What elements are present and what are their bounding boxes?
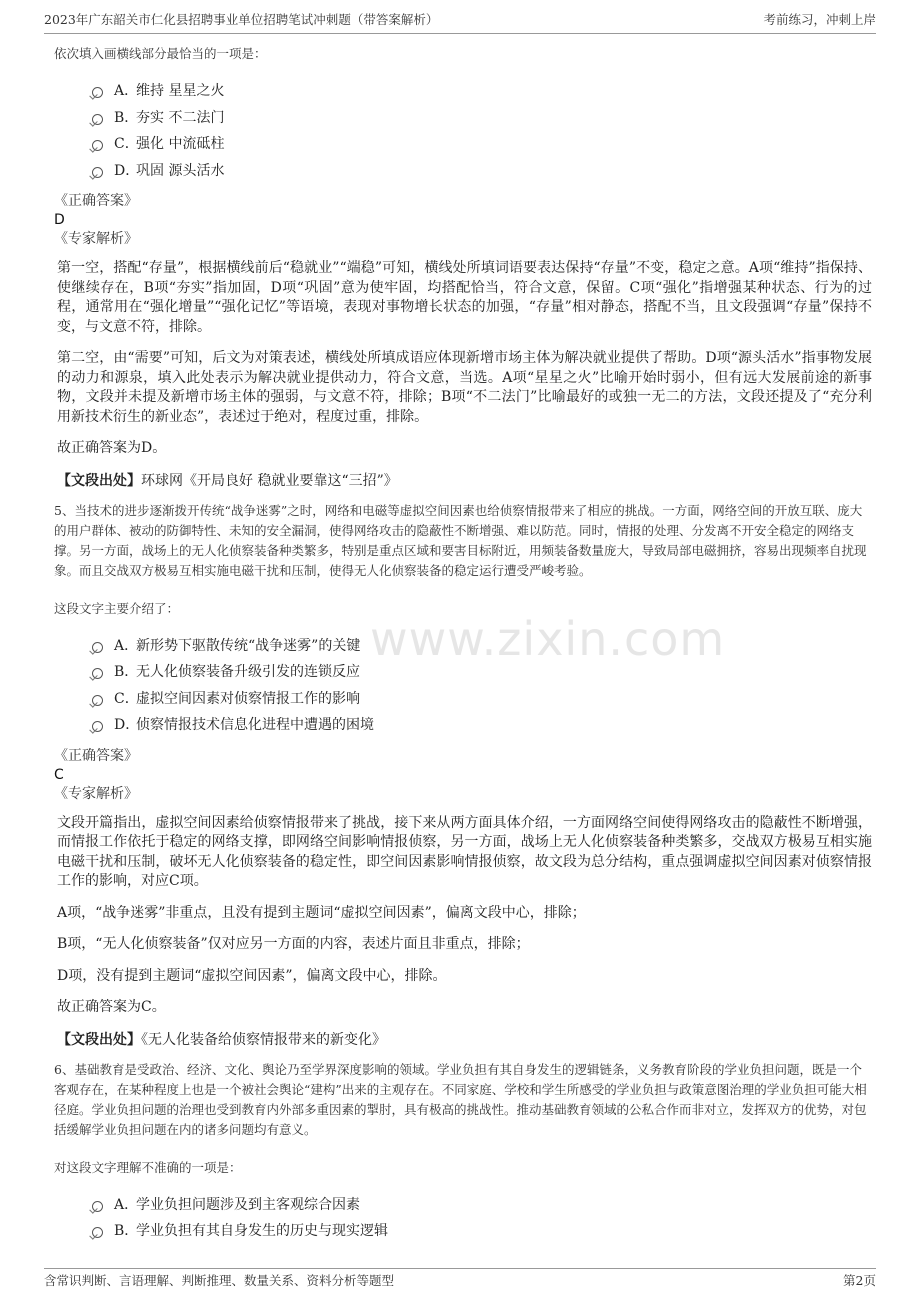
footer-description: 含常识判断、言语理解、判断推理、数量关系、资料分析等题型 (44, 1273, 395, 1288)
radio-icon[interactable] (92, 642, 103, 653)
q5-stem: 5、当技术的进步逐渐拨开传统“战争迷雾”之时，网络和电磁等虚拟空间因素也给侦察情报带来了相应的挑战。一方面，网络空间的开放互联、庞大的用户群体、被动的防御特性、未知的安全漏洞，使得网络攻击的隐蔽性不断增强、难以防范。同时，情报的处理、分发离不开安全稳定的网络支撑。另一方面，战场上的无人化侦察装备种类繁多，特别是重点区域和要害目标附近，用频装备数量庞大，导致局部电磁拥挤，容易出现频率自扰现象。而且交战双方极易互相实施电磁干扰和压制，使得无人化侦察装备的稳定运行遭受严峻考验。 (54, 502, 867, 578)
watermark: www.zixin.com (370, 612, 726, 666)
page-content (54, 44, 872, 1245)
page-number: 第2页 (843, 1273, 876, 1288)
q4-prompt: 依次填入画横线部分最恰当的一项是： (54, 46, 267, 61)
q5-analysis-p5: 故正确答案为C。 (57, 999, 166, 1015)
radio-icon[interactable] (92, 668, 103, 679)
radio-icon[interactable] (92, 1201, 103, 1212)
q4-option-b[interactable]: B．夯实 不二法门 (92, 105, 872, 132)
q4-analysis-label: 《专家解析》 (54, 231, 138, 247)
q5-source: 【文段出处】《无人化装备给侦察情报带来的新变化》 (57, 1031, 386, 1048)
radio-icon[interactable] (92, 1227, 103, 1238)
header-title: 2023年广东韶关市仁化县招聘事业单位招聘笔试冲刺题（带答案解析） (44, 12, 439, 27)
header-motto: 考前练习，冲刺上岸 (763, 12, 876, 27)
radio-icon[interactable] (92, 87, 103, 98)
q5-answer-label: 《正确答案》 (54, 747, 138, 764)
header-divider (44, 33, 876, 34)
page-header (44, 10, 876, 34)
q6-option-a[interactable]: A．学业负担问题涉及到主客观综合因素 (92, 1192, 872, 1219)
q5-prompt: 这段文字主要介绍了： (54, 600, 180, 616)
radio-icon[interactable] (92, 695, 103, 706)
q4-analysis-p3: 故正确答案为D。 (57, 440, 167, 456)
q4-option-a[interactable]: A．维持 星星之火 (92, 78, 872, 105)
page-footer (44, 1271, 876, 1289)
radio-icon[interactable] (92, 167, 103, 178)
q5-option-b[interactable]: B．无人化侦察装备升级引发的连锁反应 (92, 659, 872, 686)
q4-answer-label: 《正确答案》 (54, 193, 138, 209)
q4-answer: D (54, 212, 65, 228)
q5-option-a[interactable]: A．新形势下驱散传统“战争迷雾”的关键 (92, 633, 872, 660)
q5-analysis-p2: A项，“战争迷雾”非重点，且没有提到主题词“虚拟空间因素”，偏离文段中心，排除； (57, 904, 586, 921)
q5-option-d[interactable]: D．侦察情报技术信息化进程中遭遇的困境 (92, 712, 872, 739)
q5-answer: C (54, 766, 64, 783)
q4-options (92, 78, 872, 184)
q4-analysis-p2: 第二空，由“需要”可知，后文为对策表述，横线处所填成语应体现新增市场主体为解决就业提供了帮助。D项“源头活水”指事物发展的动力和源泉，填入此处表示为解决就业提供动力，符合文意，当选。A项“星星之火”比喻开始时弱小，但有远大发展前途的新事物，文段并未提及新增市场主体的强弱，与文意不符，排除；B项“不二法门”比喻最好的或独一无二的方法，文段还提及了“充分利用新技术衍生的新业态”，表述过于绝对，程度过重，排除。 (57, 350, 872, 425)
q4-source: 【文段出处】环球网《开局良好 稳就业要靠这“三招”》 (57, 472, 398, 489)
q5-analysis-p1: 文段开篇指出，虚拟空间因素给侦察情报带来了挑战，接下来从两方面具体介绍，一方面网络空间使得网络攻击的隐蔽性不断增强，而情报工作依托于稳定的网络支撑，即网络空间影响情报侦察，另一方面，战场上无人化侦察装备种类繁多，交战双方极易互相实施电磁干扰和压制，破坏无人化侦察装备的稳定性，即空间因素影响情报侦察，故文段为总分结构，重点强调虚拟空间因素对侦察情报工作的影响，对应C项。 (57, 814, 872, 889)
q6-option-b[interactable]: B．学业负担有其自身发生的历史与现实逻辑 (92, 1218, 872, 1245)
q6-prompt: 对这段文字理解不准确的一项是： (54, 1159, 242, 1175)
q5-analysis (57, 814, 872, 1050)
q4-option-c[interactable]: C．强化 中流砥柱 (92, 131, 872, 158)
q4-analysis-p1: 第一空，搭配“存量”，根据横线前后“稳就业”“端稳”可知，横线处所填词语要表达保持“存量”不变，稳定之意。A项“维持”指保持、使继续存在，B项“夯实”指加固，D项“巩固”意为使牢固，均搭配恰当，符合文意，保留。C项“强化”指增强某种状态、行为的过程，通常用在“强化增量”“强化记忆”等语境，表现对事物增长状态的加强，“存量”相对静态，搭配不当，且文段强调“存量”保持不变，与文意不符，排除。 (57, 260, 872, 335)
radio-icon[interactable] (92, 721, 103, 732)
q4-option-d[interactable]: D．巩固 源头活水 (92, 158, 872, 185)
q6-stem: 6、基础教育是受政治、经济、文化、舆论乃至学界深度影响的领域。学业负担有其自身发生的逻辑链条，义务教育阶段的学业负担问题，既是一个客观存在，在某种程度上也是一个被社会舆论“建构”出来的主观存在。不同家庭、学校和学生所感受的学业负担与政策意图治理的学业负担可能大相径庭。学业负担问题的治理也受到教育内外部多重因素的掣肘，具有极高的挑战性。推动基础教育领域的公私合作而非对立，发挥双方的优势，对包括缓解学业负担问题在内的诸多问题均有意义。 (54, 1061, 867, 1137)
radio-icon[interactable] (92, 114, 103, 125)
q5-options (92, 633, 872, 739)
q4-analysis (57, 259, 872, 491)
q5-analysis-label: 《专家解析》 (54, 785, 138, 802)
radio-icon[interactable] (92, 140, 103, 151)
q5-option-c[interactable]: C．虚拟空间因素对侦察情报工作的影响 (92, 686, 872, 713)
q5-analysis-p3: B项，“无人化侦察装备”仅对应另一方面的内容，表述片面且非重点，排除； (57, 936, 530, 952)
footer-divider (44, 1268, 876, 1269)
q6-options (92, 1192, 872, 1245)
q5-analysis-p4: D项，没有提到主题词“虚拟空间因素”，偏离文段中心，排除。 (57, 967, 447, 984)
